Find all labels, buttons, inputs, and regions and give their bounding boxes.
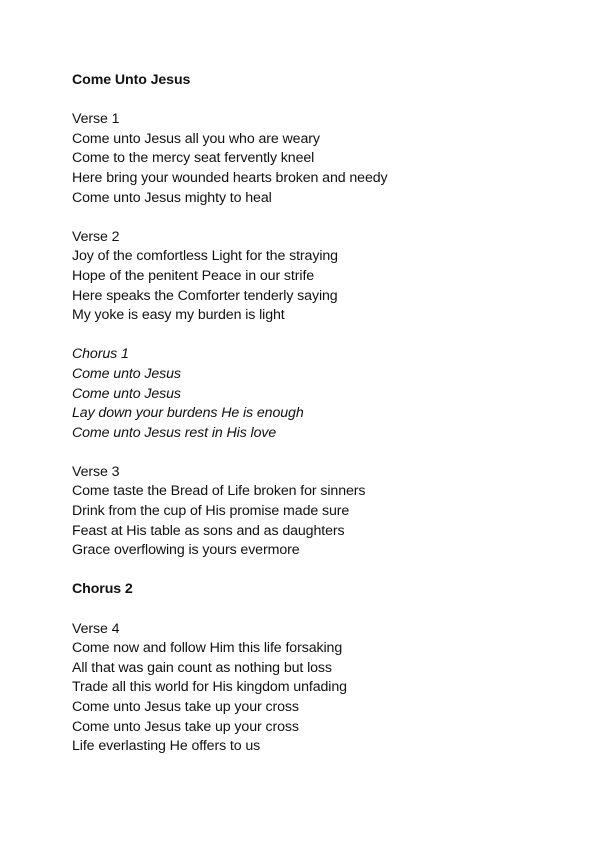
lyric-line: Come unto Jesus — [72, 365, 181, 382]
lyric-line: Come taste the Bread of Life broken for sinners — [72, 483, 366, 500]
verse-4 — [72, 620, 572, 757]
lyric-line: Come unto Jesus all you who are weary — [72, 130, 320, 147]
lyric-line: Here bring your wounded hearts broken and needy — [72, 169, 388, 186]
chorus-1 — [72, 345, 572, 443]
section-heading: Chorus 2 — [72, 581, 133, 598]
chorus-2 — [72, 580, 572, 600]
lyric-line: Feast at His table as sons and as daughters — [72, 522, 345, 539]
lyric-line: Come unto Jesus — [72, 385, 181, 402]
lyric-line: My yoke is easy my burden is light — [72, 307, 285, 324]
lyric-line: Come unto Jesus take up your cross — [72, 699, 299, 715]
section-heading: Verse 1 — [72, 111, 120, 128]
lyric-line: All that was gain count as nothing but loss — [72, 659, 332, 676]
section-heading: Verse 4 — [72, 620, 120, 637]
lyric-line: Drink from the cup of His promise made sure — [72, 503, 350, 520]
lyrics-document — [72, 71, 572, 757]
verse-1 — [72, 110, 572, 208]
lyric-line: Life everlasting He offers to us — [72, 738, 261, 755]
lyric-line: Come now and follow Him this life forsaking — [72, 640, 343, 657]
lyric-line: Come unto Jesus mighty to heal — [72, 189, 272, 206]
lyric-line: Lay down your burdens He is enough — [72, 405, 304, 422]
lyric-line: Come to the mercy seat fervently kneel — [72, 150, 315, 167]
section-heading: Verse 2 — [72, 228, 120, 245]
lyric-line: Grace overflowing is yours evermore — [72, 542, 300, 559]
section-heading: Chorus 1 — [72, 346, 129, 363]
lyric-line: Joy of the comfortless Light for the straying — [72, 248, 338, 265]
lyric-line: Come unto Jesus take up your cross — [72, 718, 299, 735]
lyric-line: Here speaks the Comforter tenderly saying — [72, 287, 338, 304]
lyric-line: Come unto Jesus rest in His love — [72, 424, 277, 441]
lyric-line: Trade all this world for His kingdom unfading — [72, 679, 347, 696]
verse-2 — [72, 228, 572, 326]
section-heading: Verse 3 — [72, 463, 120, 480]
verse-3 — [72, 463, 572, 561]
lyric-line: Hope of the penitent Peace in our strife — [72, 267, 315, 284]
document-title: Come Unto Jesus — [72, 72, 191, 88]
